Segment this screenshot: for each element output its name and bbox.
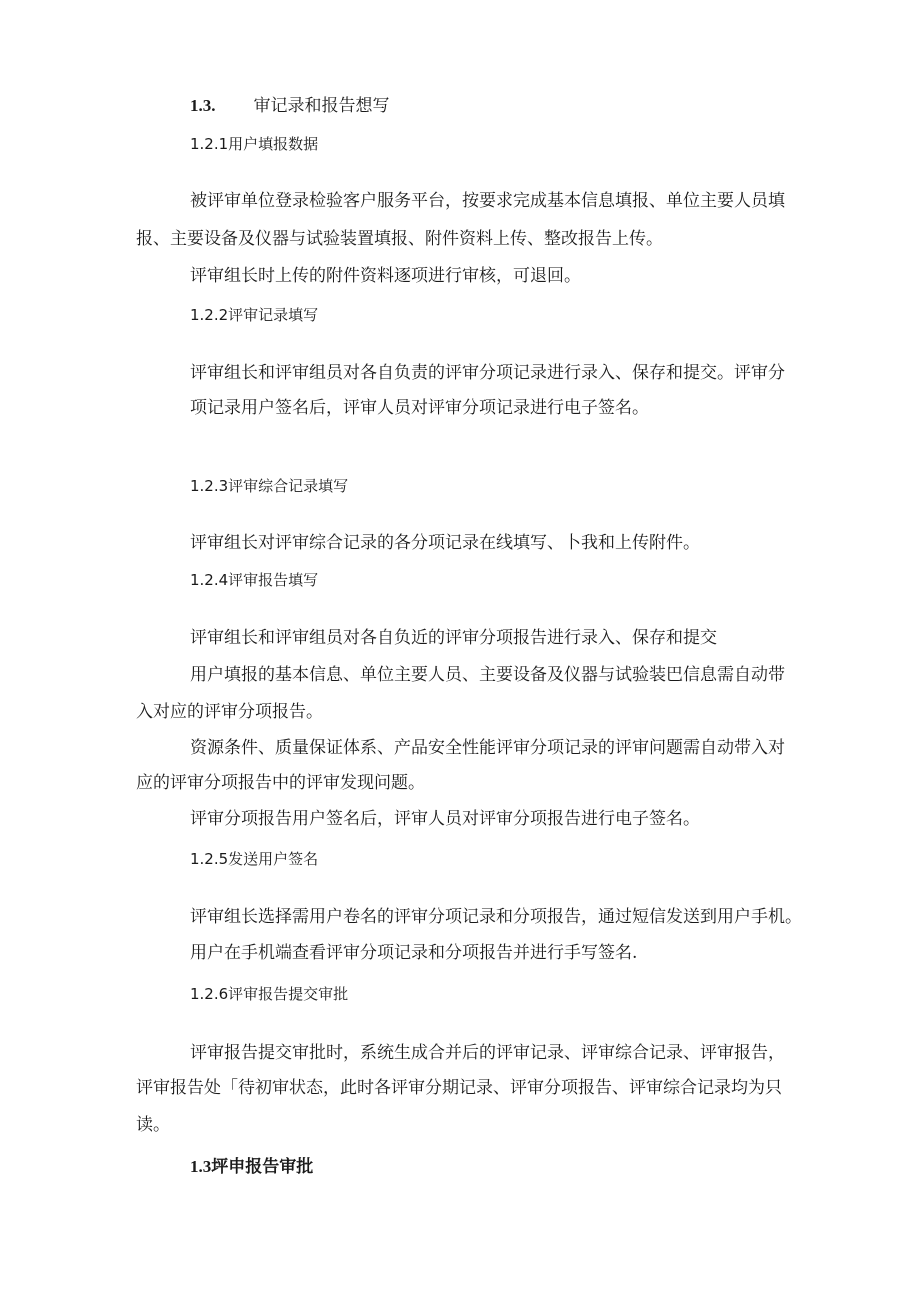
subsection-title-1-2-2: 1.2.2评审记录填写 — [190, 306, 319, 324]
paragraph-line: 入对应的评审分项报告。 — [136, 702, 323, 722]
section-title: 坪申报告审批 — [211, 1157, 314, 1177]
paragraph-line: 用户在手机端查看评审分项记录和分项报告并进行手写签名. — [190, 943, 638, 963]
section-number: 1.3. — [190, 96, 216, 115]
paragraph-line: 项记录用户签名后，评审人员对评审分项记录进行电子签名。 — [190, 398, 649, 418]
paragraph-line: 评审组长选择需用户卷名的评审分项记录和分项报告，通过短信发送到用户手机。 — [190, 907, 802, 927]
section-heading-1-3 — [190, 96, 390, 116]
paragraph-line: 资源条件、质量保证体系、产品安全性能评审分项记录的评审问题需自动带入对 — [190, 738, 785, 758]
paragraph-line: 评审组长时上传的附件资料逐项进行审核，可退回。 — [190, 266, 581, 286]
subsection-title-1-2-5: 1.2.5发送用户签名 — [190, 850, 319, 868]
paragraph-line: 评审报告处「待初审状态，此时各评审分期记录、评审分项报告、评审综合记录均为只 — [136, 1078, 782, 1098]
subsection-title-1-2-6: 1.2.6评审报告提交审批 — [190, 985, 349, 1003]
paragraph-line: 用户填报的基本信息、单位主要人员、主要设备及仪器与试验装巴信息需自动带 — [190, 665, 785, 685]
paragraph-line: 评审组长对评审综合记录的各分项记录在线填写、卜我和上传附件。 — [190, 533, 700, 553]
subsection-title-1-2-3: 1.2.3评审综合记录填写 — [190, 477, 349, 495]
subsection-title-1-2-1: 1.2.1用户填报数据 — [190, 135, 319, 153]
paragraph-line: 评审报告提交审批时，系统生成合并后的评审记录、评审综合记录、评审报告， — [190, 1043, 785, 1063]
section-heading-1-3-approval — [190, 1157, 313, 1177]
paragraph-line: 报、主要设备及仪器与试验装置填报、附件资料上传、整改报告上传。 — [136, 229, 663, 249]
paragraph-line: 应的评审分项报告中的评审发现问题。 — [136, 773, 425, 793]
paragraph-line: 评审分项报告用户签名后，评审人员对评审分项报告进行电子签名。 — [190, 809, 700, 829]
subsection-title-1-2-4: 1.2.4评审报告填写 — [190, 571, 319, 589]
section-number: 1.3 — [190, 1157, 212, 1176]
paragraph-line: 评审组长和评审组员对各自负责的评审分项记录进行录入、保存和提交。评审分 — [190, 363, 785, 383]
paragraph-line: 被评审单位登录检验客户服务平台，按要求完成基本信息填报、单位主要人员填 — [190, 191, 785, 211]
section-title: 审记录和报告想写 — [253, 96, 390, 116]
paragraph-line: 读。 — [136, 1115, 170, 1135]
paragraph-line: 评审组长和评审组员对各自负近的评审分项报告进行录入、保存和提交 — [190, 628, 717, 648]
